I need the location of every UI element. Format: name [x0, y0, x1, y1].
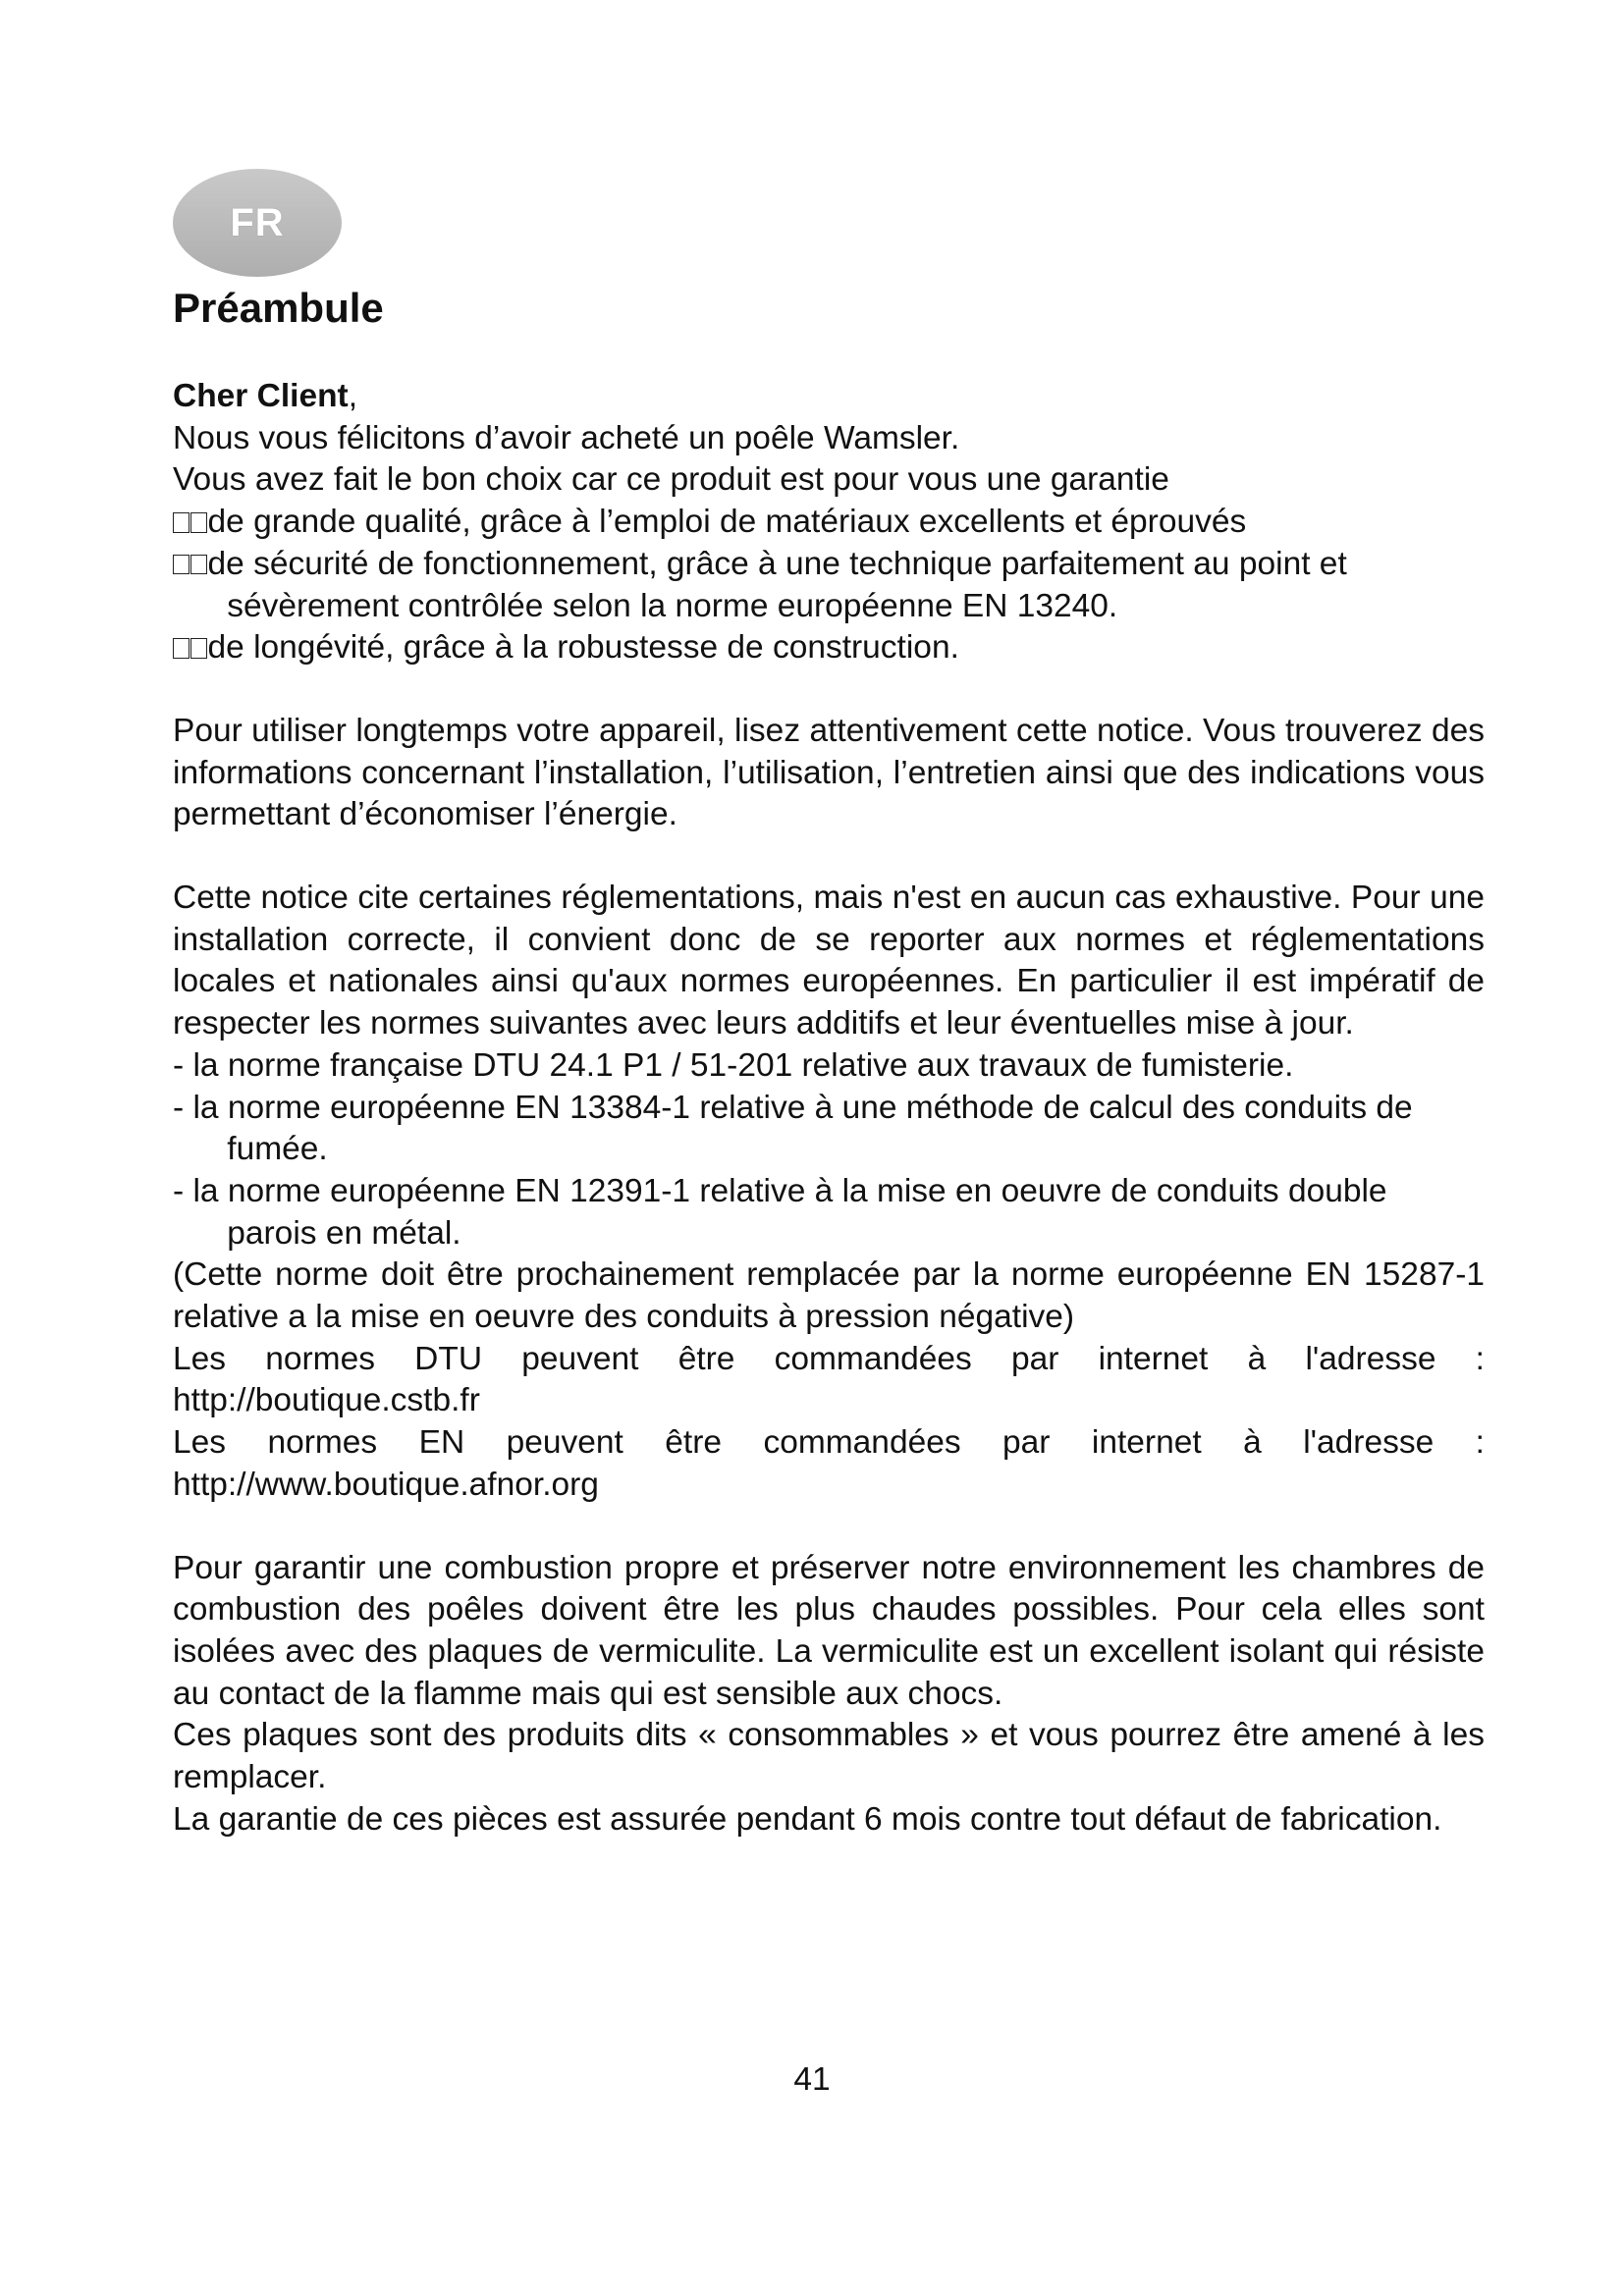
checkbox-glyph-icon	[190, 638, 207, 659]
language-code: FR	[230, 200, 285, 244]
intro-line: Nous vous félicitons d’avoir acheté un poêle Wamsler.	[173, 419, 960, 456]
consumables-paragraph: Ces plaques sont des produits dits « consommables » et vous pourrez être amené à les remplacer.	[173, 1717, 1485, 1796]
norm-item: - la norme française DTU 24.1 P1 / 51-201 relative aux travaux de fumisterie.	[173, 1046, 1294, 1084]
checkbox-glyph-icon	[190, 555, 207, 575]
language-badge	[173, 169, 342, 277]
page-title: Préambule	[173, 285, 384, 331]
en-order-line: Les normes EN peuvent être commandées par internet à l'adresse :	[173, 1424, 1485, 1462]
guarantee-text: de grande qualité, grâce à l’emploi de matériaux excellents et éprouvés	[207, 504, 1247, 541]
guarantee-text: de longévité, grâce à la robustesse de construction.	[207, 629, 959, 667]
greeting-comma: ,	[348, 378, 358, 414]
guarantee-item	[173, 502, 1485, 544]
dtu-url: http://boutique.cstb.fr	[173, 1382, 480, 1419]
page-number: 41	[793, 2061, 831, 2098]
regulations-paragraph: Cette notice cite certaines réglementations, mais n'est en aucun cas exhaustive. Pour une installation correcte, il convient donc de se reporter aux normes et réglementations locales et nationales ainsi qu'aux normes européennes. En particulier il est impératif de respecter les normes suivantes avec leurs additifs et leur éventuelles mise à jour.	[173, 880, 1485, 1042]
guarantee-item	[173, 544, 1485, 627]
norm-note: (Cette norme doit être prochainement remplacée par la norme européenne EN 15287-1 relative a la mise en oeuvre des conduits à pression négative)	[173, 1256, 1485, 1336]
norm-item: - la norme européenne EN 13384-1 relative à une méthode de calcul des conduits de fumée.	[173, 1089, 1413, 1168]
combustion-paragraph: Pour garantir une combustion propre et préserver notre environnement les chambres de combustion des poêles doivent être les plus chaudes possibles. Pour cela elles sont isolées avec des plaques de vermiculite. La vermiculite est un excellent isolant qui résiste au contact de la flamme mais qui est sensible aux chocs.	[173, 1549, 1485, 1712]
intro-line: Vous avez fait le bon choix car ce produit est pour vous une garantie	[173, 461, 1169, 499]
greeting-line	[173, 376, 1485, 418]
en-url: http://www.boutique.afnor.org	[173, 1466, 599, 1503]
checkbox-glyph-icon	[190, 512, 207, 533]
checkbox-glyph-icon	[173, 555, 189, 575]
greeting: Cher Client	[173, 378, 349, 414]
checkbox-glyph-icon	[173, 512, 189, 533]
warranty-paragraph: La garantie de ces pièces est assurée pendant 6 mois contre tout défaut de fabrication.	[173, 1800, 1442, 1838]
notice-paragraph: Pour utiliser longtemps votre appareil, lisez attentivement cette notice. Vous trouverez des informations concernant l’installation, l’utilisation, l’entretien ainsi que des indications vous permettant d’économiser l’énergie.	[173, 712, 1485, 833]
page-content	[173, 376, 1485, 1842]
guarantee-text: de sécurité de fonctionnement, grâce à une technique parfaitement au point et sévèrement contrôlée selon la norme européenne EN 13240.	[207, 545, 1347, 624]
guarantee-item	[173, 627, 1485, 669]
dtu-order-line: Les normes DTU peuvent être commandées par internet à l'adresse :	[173, 1340, 1485, 1377]
checkbox-glyph-icon	[173, 638, 189, 659]
norm-item: - la norme européenne EN 12391-1 relative à la mise en oeuvre de conduits double parois en métal.	[173, 1172, 1387, 1252]
